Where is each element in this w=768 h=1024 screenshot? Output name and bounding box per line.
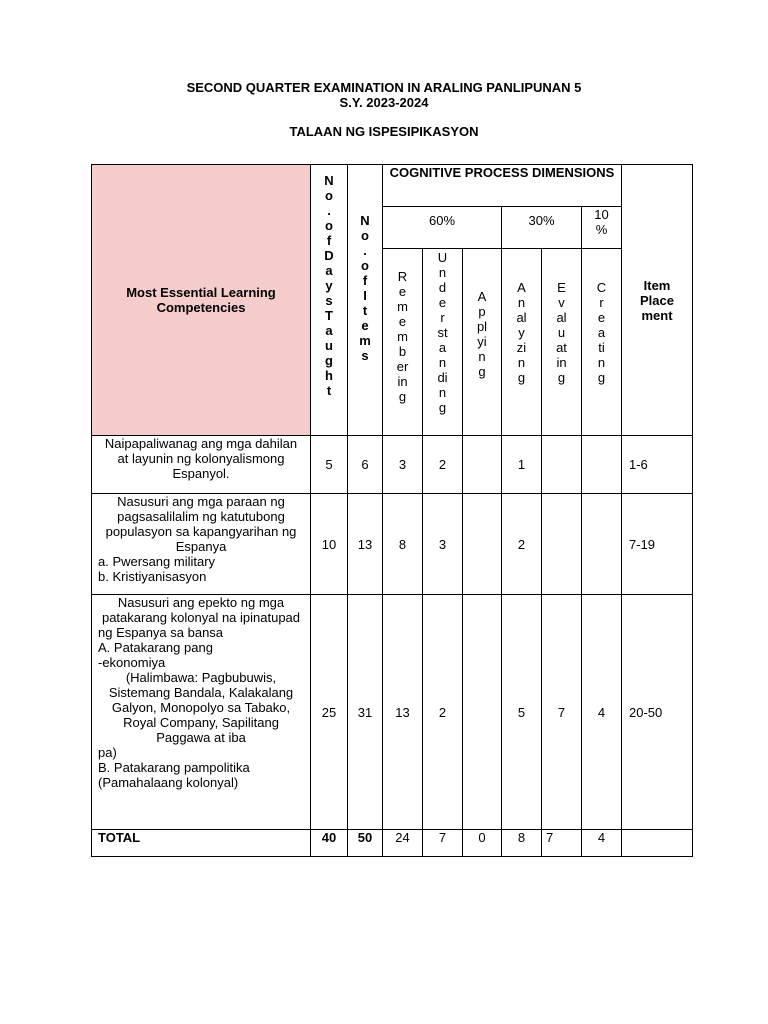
total-applying: 0 <box>463 830 502 857</box>
analyzing-header: A n al y zi n g <box>502 249 542 436</box>
total-creating: 4 <box>582 830 622 857</box>
remembering-cell: 13 <box>383 595 423 830</box>
remembering-cell: 8 <box>383 494 423 595</box>
creating-header: C r e a ti n g <box>582 249 622 436</box>
total-placement <box>622 830 693 857</box>
table-row <box>92 595 693 830</box>
applying-header: A p pl yi n g <box>463 249 502 436</box>
applying-cell <box>463 494 502 595</box>
table-row <box>92 436 693 494</box>
item-placement-header: Item Place ment <box>622 165 693 436</box>
melc-cell: Naipapaliwanag ang mga dahilan at layunin ng kolonyalismong Espanyol. <box>92 436 311 494</box>
days-cell: 5 <box>311 436 348 494</box>
understanding-cell: 3 <box>423 494 463 595</box>
analyzing-cell: 5 <box>502 595 542 830</box>
melc-header: Most Essential Learning Competencies <box>92 165 311 436</box>
days-taught-header: N o . o f D a y s T a u g h t <box>311 165 348 436</box>
placement-cell: 1-6 <box>622 436 693 494</box>
evaluating-header: E v al u at in g <box>542 249 582 436</box>
evaluating-cell <box>542 436 582 494</box>
creating-cell: 4 <box>582 595 622 830</box>
total-label: TOTAL <box>92 830 311 857</box>
total-items: 50 <box>348 830 383 857</box>
creating-cell <box>582 494 622 595</box>
table-row <box>92 494 693 595</box>
understanding-cell: 2 <box>423 595 463 830</box>
creating-cell <box>582 436 622 494</box>
analyzing-cell: 1 <box>502 436 542 494</box>
days-cell: 10 <box>311 494 348 595</box>
melc-cell: Nasusuri ang mga paraan ng pagsasalilalim ng katutubong populasyon sa kapangyarihan ng Espanya a. Pwersang military b. Kristiyanisasyon <box>92 494 311 595</box>
remembering-header: R e m e m b er in g <box>383 249 423 436</box>
pct-10-header: 10 % <box>582 207 622 249</box>
understanding-cell: 2 <box>423 436 463 494</box>
applying-cell <box>463 595 502 830</box>
total-row <box>92 830 693 857</box>
items-cell: 13 <box>348 494 383 595</box>
analyzing-cell: 2 <box>502 494 542 595</box>
placement-cell: 7-19 <box>622 494 693 595</box>
no-of-items-header: N o . o f I t e m s <box>348 165 383 436</box>
cognitive-process-header: COGNITIVE PROCESS DIMENSIONS <box>383 165 622 207</box>
specification-table <box>91 164 693 857</box>
total-remembering: 24 <box>383 830 423 857</box>
total-analyzing: 8 <box>502 830 542 857</box>
total-understanding: 7 <box>423 830 463 857</box>
school-year: S.Y. 2023-2024 <box>339 95 429 110</box>
exam-title: SECOND QUARTER EXAMINATION IN ARALING PANLIPUNAN 5 <box>186 80 582 95</box>
total-evaluating: 7 <box>542 830 582 857</box>
days-cell: 25 <box>311 595 348 830</box>
items-cell: 6 <box>348 436 383 494</box>
evaluating-cell: 7 <box>542 595 582 830</box>
table-title: TALAAN NG ISPESIPIKASYON <box>289 124 479 139</box>
items-cell: 31 <box>348 595 383 830</box>
understanding-header: U n d e r st a n di n g <box>423 249 463 436</box>
evaluating-cell <box>542 494 582 595</box>
remembering-cell: 3 <box>383 436 423 494</box>
pct-60-header: 60% <box>383 207 502 249</box>
pct-30-header: 30% <box>502 207 582 249</box>
applying-cell <box>463 436 502 494</box>
total-days: 40 <box>311 830 348 857</box>
placement-cell: 20-50 <box>622 595 693 830</box>
melc-cell: Nasusuri ang epekto ng mga patakarang kolonyal na ipinatupad ng Espanya sa bansa A. Patakarang pang -ekonomiya (Halimbawa: Pagbubuwis, Sistemang Bandala, Kalakalang Galyon, Monopolyo sa Tabako, Royal Company, Sapilitang Paggawa at iba pa) B. Patakarang pampolitika (Pamahalaang kolonyal) <box>92 595 311 830</box>
